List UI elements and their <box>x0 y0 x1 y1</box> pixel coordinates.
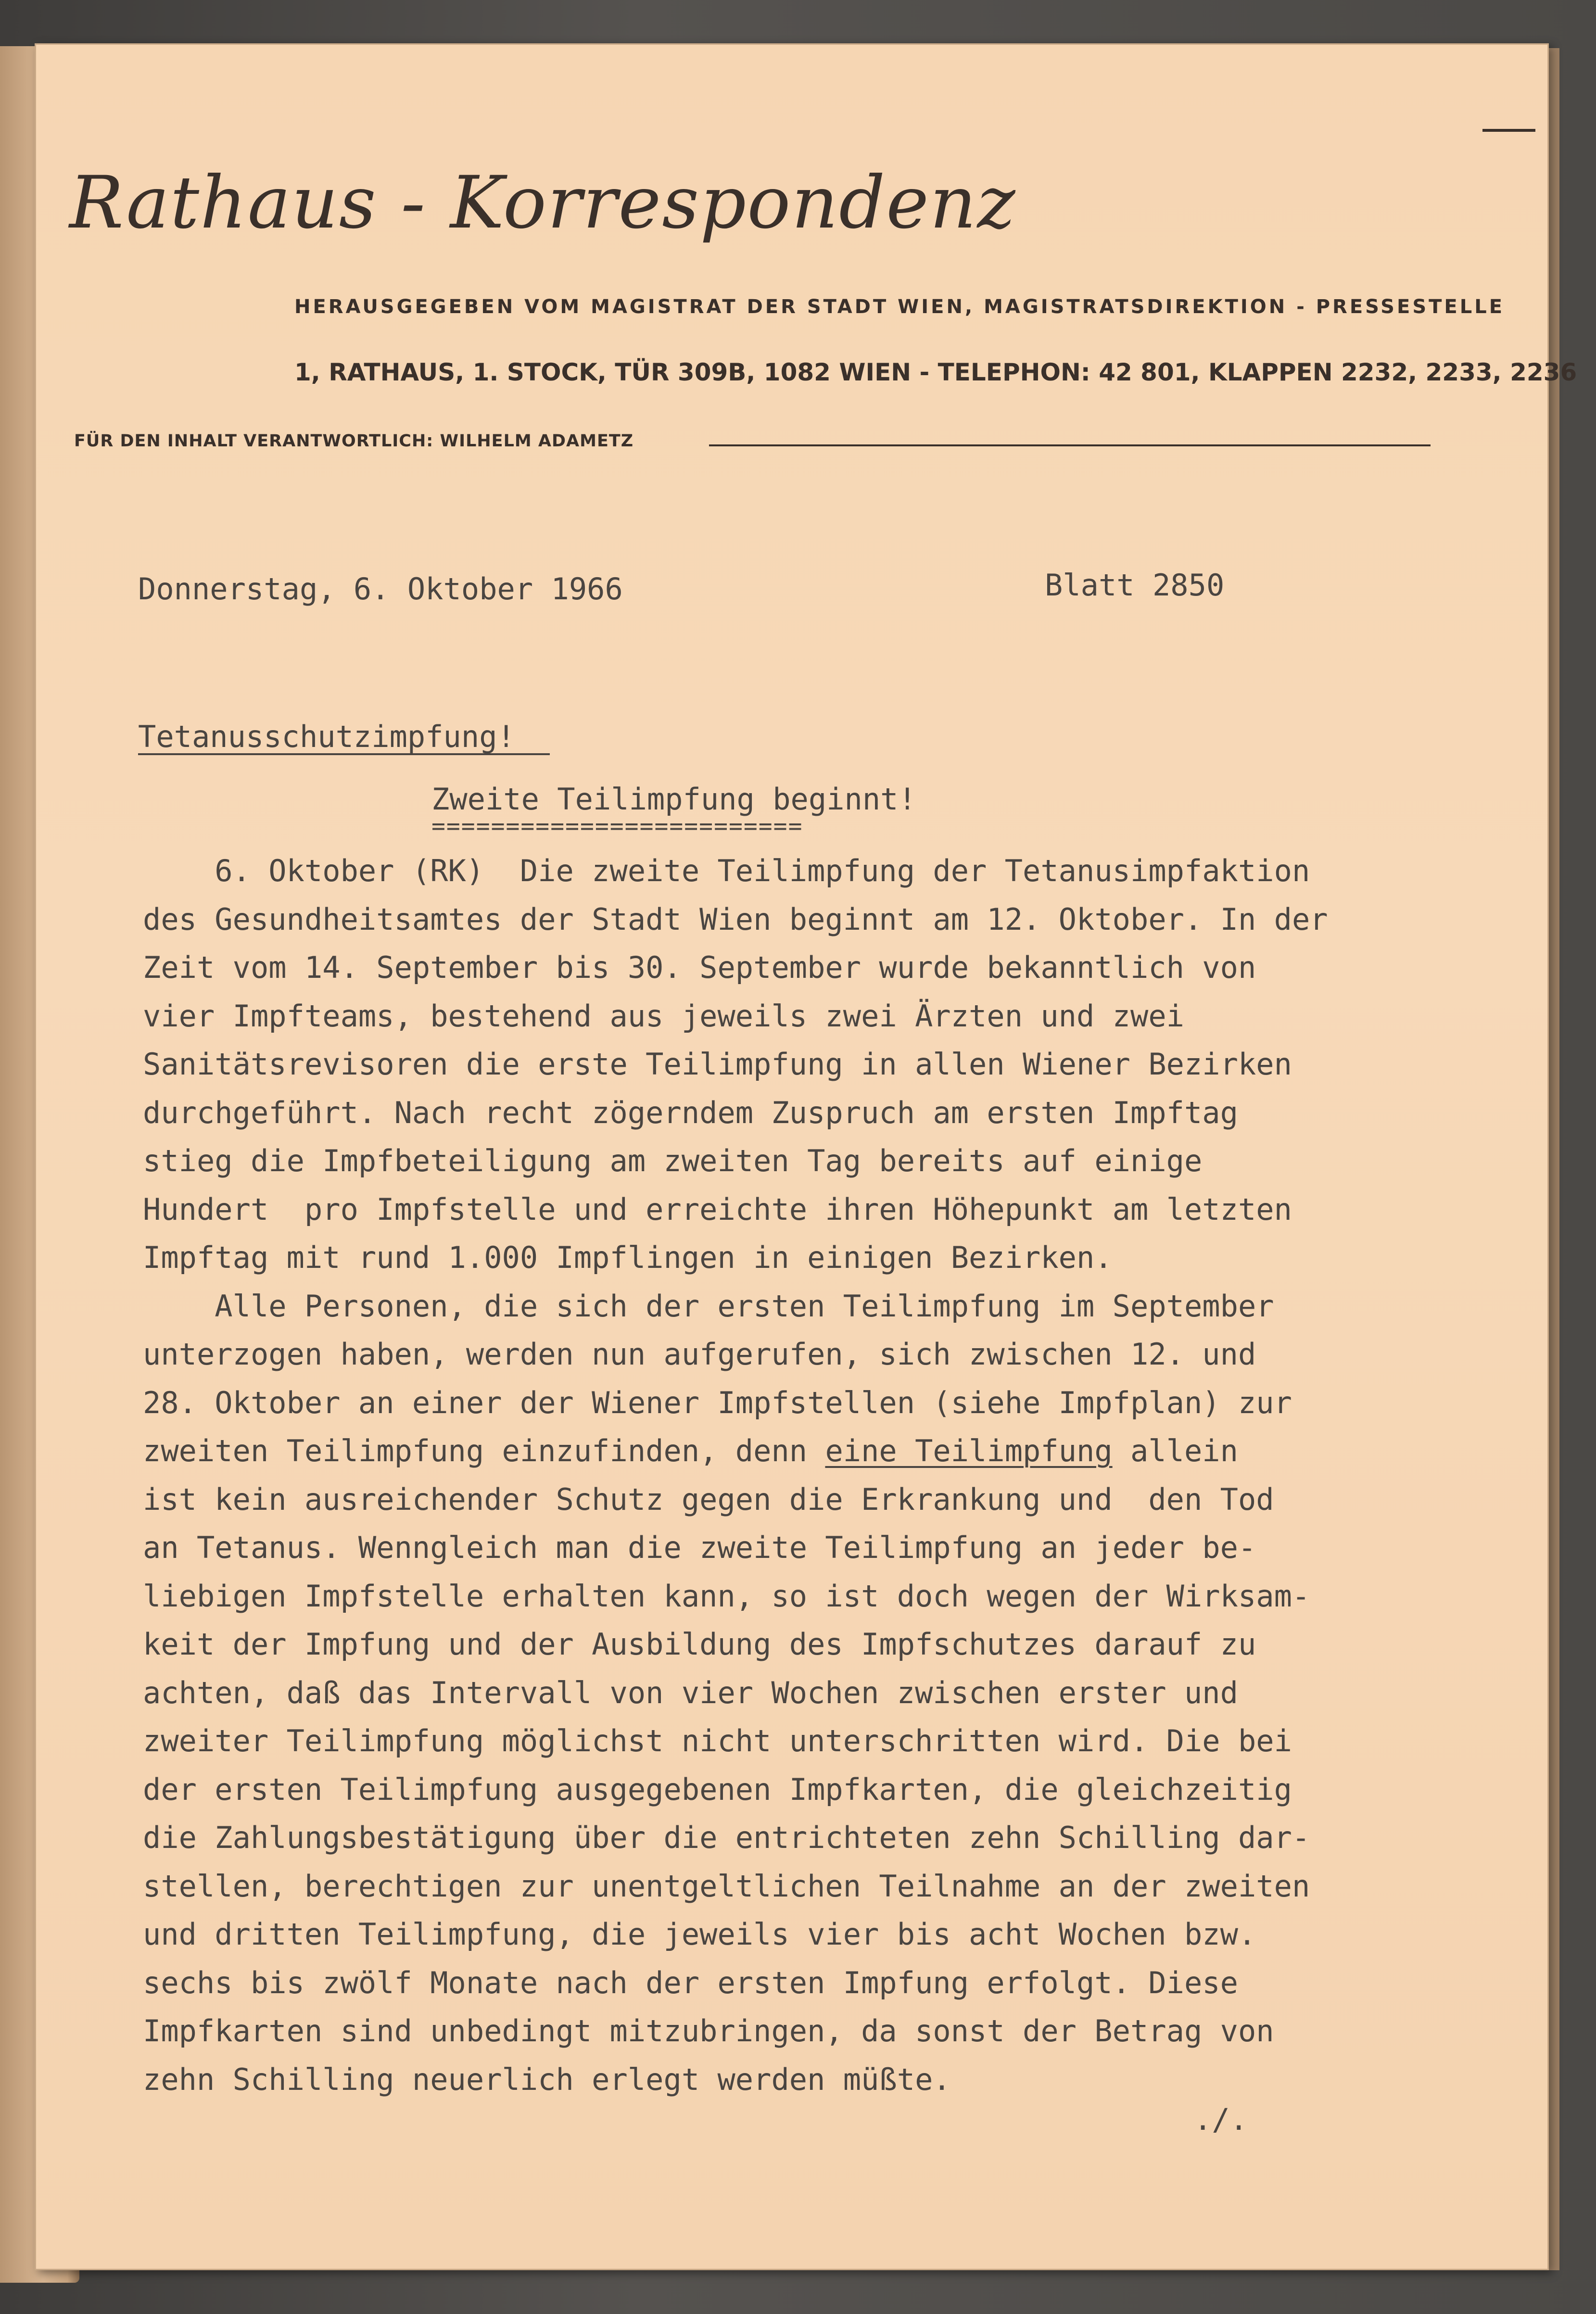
body-line: ist kein ausreichender Schutz gegen die Erkrankung und den Tod <box>143 1481 1274 1517</box>
body-line: der ersten Teilimpfung ausgegebenen Impfkarten, die gleichzeitig <box>143 1771 1292 1807</box>
body-line: des Gesundheitsamtes der Stadt Wien beginnt am 12. Oktober. In der <box>143 901 1328 937</box>
masthead-title: Rathaus - Korrespondenz <box>69 161 1016 245</box>
body-line: und dritten Teilimpfung, die jeweils vier bis acht Wochen bzw. <box>143 1917 1256 1952</box>
responsible-rule <box>709 444 1431 446</box>
body-line: Alle Personen, die sich der ersten Teilimpfung im September <box>143 1288 1274 1324</box>
body-line: 6. Oktober (RK) Die zweite Teilimpfung der Tetanusimpfaktion <box>143 853 1310 888</box>
body-line: stieg die Impfbeteiligung am zweiten Tag bereits auf einige <box>143 1143 1203 1178</box>
continuation-mark: ./. <box>1194 2102 1248 2137</box>
body-line: Sanitätsrevisoren die erste Teilimpfung in allen Wiener Bezirken <box>143 1047 1292 1082</box>
body-text: zweiten Teilimpfung einzufinden, denn <box>143 1433 825 1468</box>
corner-mark <box>1482 129 1535 132</box>
headline-main: Tetanusschutzimpfung! <box>138 719 515 754</box>
body-line <box>143 1433 1238 1468</box>
body-line: sechs bis zwölf Monate nach der ersten Impfung erfolgt. Diese <box>143 1965 1238 2000</box>
body-line: unterzogen haben, werden nun aufgerufen, sich zwischen 12. und <box>143 1337 1256 1372</box>
body-line: Zeit vom 14. September bis 30. September wurde bekanntlich von <box>143 950 1256 985</box>
body-line: Impfkarten sind unbedingt mitzubringen, da sonst der Betrag von <box>143 2013 1274 2048</box>
body-line: achten, daß das Intervall von vier Wochen zwischen erster und <box>143 1675 1238 1710</box>
body-line: 28. Oktober an einer der Wiener Impfstellen (siehe Impfplan) zur <box>143 1385 1292 1420</box>
body-line: zweiter Teilimpfung möglichst nicht unterschritten wird. Die bei <box>143 1723 1292 1758</box>
responsible-line: FÜR DEN INHALT VERANTWORTLICH: WILHELM ADAMETZ <box>74 431 634 451</box>
sheet-number: Blatt 2850 <box>1045 568 1225 603</box>
body-line: keit der Impfung und der Ausbildung des Impfschutzes darauf zu <box>143 1627 1256 1662</box>
body-line: Impftag mit rund 1.000 Impflingen in einigen Bezirken. <box>143 1240 1113 1275</box>
body-line: durchgeführt. Nach recht zögerndem Zuspruch am ersten Impftag <box>143 1095 1238 1130</box>
address-line: 1, RATHAUS, 1. STOCK, TÜR 309B, 1082 WIEN - TELEPHON: 42 801, KLAPPEN 2232, 2233, 2236 <box>294 358 1577 386</box>
body-line: stellen, berechtigen zur unentgeltlichen Teilnahme an der zweiten <box>143 1868 1310 1904</box>
body-line: vier Impfteams, bestehend aus jeweils zwei Ärzten und zwei <box>143 998 1184 1034</box>
body-line: an Tetanus. Wenngleich man die zweite Teilimpfung an jeder be- <box>143 1530 1256 1565</box>
underlined-phrase: eine Teilimpfung <box>825 1433 1113 1468</box>
headline-sub: Zweite Teilimpfung beginnt! <box>431 782 916 817</box>
headline-main-underline <box>138 753 550 755</box>
date-line: Donnerstag, 6. Oktober 1966 <box>138 571 623 607</box>
publisher-line: HERAUSGEGEBEN VOM MAGISTRAT DER STADT WIEN, MAGISTRATSDIREKTION - PRESSESTELLE <box>294 296 1505 318</box>
body-text: allein <box>1112 1433 1238 1468</box>
body-line: zehn Schilling neuerlich erlegt werden müßte. <box>143 2061 951 2097</box>
body-line: Hundert pro Impfstelle und erreichte ihren Höhepunkt am letzten <box>143 1191 1292 1227</box>
headline-sub-rule: ========================= <box>431 813 803 840</box>
body-line: die Zahlungsbestätigung über die entrichteten zehn Schilling dar- <box>143 1820 1310 1855</box>
document-page <box>35 43 1577 2270</box>
body-line: liebigen Impfstelle erhalten kann, so ist doch wegen der Wirksam- <box>143 1578 1310 1614</box>
